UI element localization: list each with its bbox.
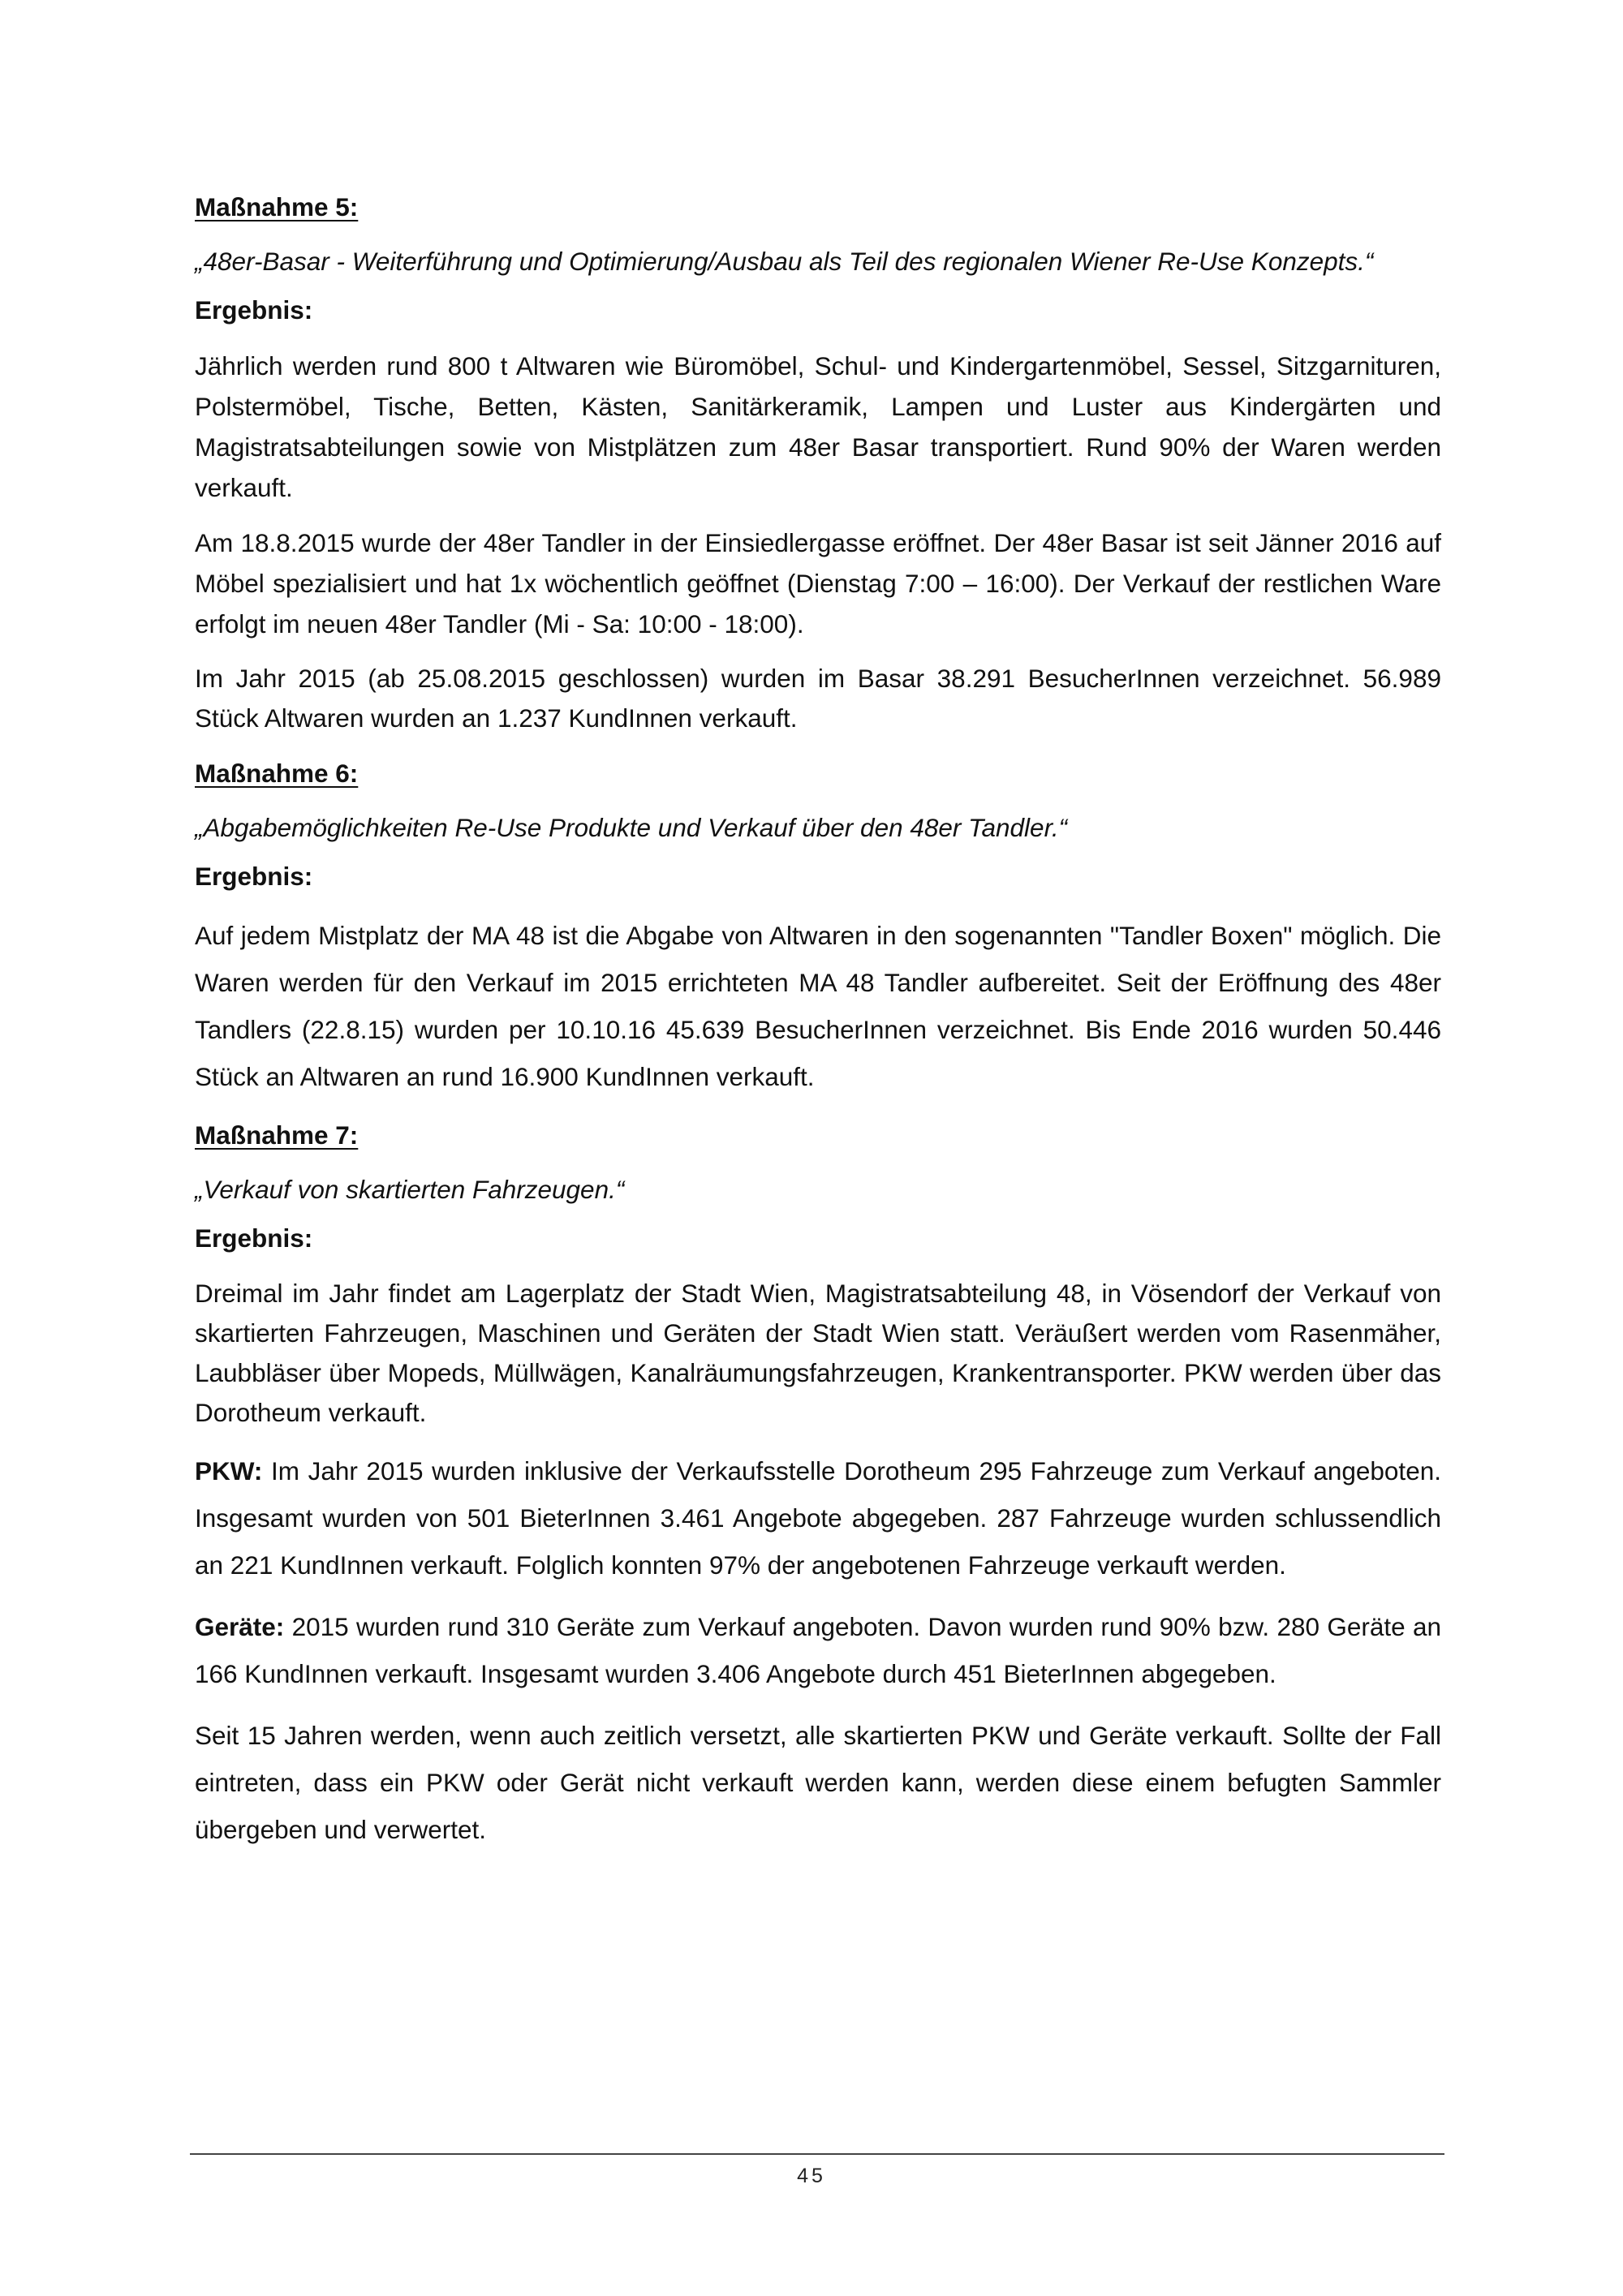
pkw-paragraph: [195, 1447, 1441, 1589]
pkw-label: PKW:: [195, 1456, 263, 1486]
body-paragraph: Auf jedem Mistplatz der MA 48 ist die Abgabe von Altwaren in den sogenannten "Tandler Boxen" möglich. Die Waren werden für den Verkauf im 2015 errichteten MA 48 Tandler aufbereitet. Seit der Eröffnung des 48er Tandlers (22.8.15) wurden per 10.10.16 45.639 BesucherInnen verzeichnet. Bis Ende 2016 wurden 50.446 Stück an Altwaren an rund 16.900 KundInnen verkauft.: [195, 921, 1441, 1091]
geraete-label: Geräte:: [195, 1612, 285, 1641]
geraete-text: 2015 wurden rund 310 Geräte zum Verkauf angeboten. Davon wurden rund 90% bzw. 280 Geräte an 166 KundInnen verkauft. Insgesamt wurden 3.406 Angebote durch 451 BieterInnen abgegeben.: [195, 1612, 1441, 1688]
result-label: Ergebnis:: [195, 862, 313, 891]
closing-paragraph: Seit 15 Jahren werden, wenn auch zeitlich versetzt, alle skartierten PKW und Geräte verkauft. Sollte der Fall eintreten, dass ein PKW oder Gerät nicht verkauft werden kann, werden diese einem befugten Sammler übergeben und verwertet.: [195, 1721, 1441, 1844]
measure-description: „48er-Basar - Weiterführung und Optimierung/Ausbau als Teil des regionalen Wiener Re-Use Konzepts.“: [195, 247, 1374, 276]
pkw-text: Im Jahr 2015 wurden inklusive der Verkaufsstelle Dorotheum 295 Fahrzeuge zum Verkauf angeboten. Insgesamt wurden von 501 BieterInnen 3.461 Angebote abgegeben. 287 Fahrzeuge wurden schlussendlich an 221 KundInnen verkauft. Folglich konnten 97% der angebotenen Fahrzeuge verkauft werden.: [195, 1456, 1441, 1580]
measure-description: „Verkauf von skartierten Fahrzeugen.“: [195, 1175, 625, 1204]
body-paragraph: Jährlich werden rund 800 t Altwaren wie Büromöbel, Schul- und Kindergartenmöbel, Sessel, Sitzgarnituren, Polstermöbel, Tische, Betten, Kästen, Sanitärkeramik, Lampen und Luster aus Kindergärten und Magistratsabteilungen sowie von Mistplätzen zum 48er Basar transportiert. Rund 90% der Waren werden verkauft.: [195, 351, 1441, 502]
result-label: Ergebnis:: [195, 295, 313, 325]
section-massnahme-6: [195, 753, 1441, 1100]
section-heading: Maßnahme 6:: [195, 759, 359, 788]
section-heading: Maßnahme 5:: [195, 192, 359, 221]
document-body: [195, 187, 1441, 1868]
body-paragraph: Dreimal im Jahr findet am Lagerplatz der Stadt Wien, Magistratsabteilung 48, in Vösendorf der Verkauf von skartierten Fahrzeugen, Maschinen und Geräten der Stadt Wien statt. Veräußert werden vom Rasenmäher, Laubbläser über Mopeds, Müllwägen, Kanalräumungsfahrzeugen, Krankentransporter. PKW werden über das Dorotheum verkauft.: [195, 1279, 1441, 1427]
measure-description: „Abgabemöglichkeiten Re-Use Produkte und Verkauf über den 48er Tandler.“: [195, 813, 1068, 842]
footer-divider: [190, 2153, 1444, 2155]
page-number: 45: [797, 2165, 826, 2187]
body-paragraph: Am 18.8.2015 wurde der 48er Tandler in der Einsiedlergasse eröffnet. Der 48er Basar ist seit Jänner 2016 auf Möbel spezialisiert und hat 1x wöchentlich geöffnet (Dienstag 7:00 – 16:00). Der Verkauf der restlichen Ware erfolgt im neuen 48er Tandler (Mi - Sa: 10:00 - 18:00).: [195, 528, 1441, 638]
section-massnahme-7: [195, 1115, 1441, 1853]
result-label: Ergebnis:: [195, 1223, 313, 1253]
geraete-paragraph: [195, 1603, 1441, 1697]
section-massnahme-5: [195, 187, 1441, 738]
body-paragraph: Im Jahr 2015 (ab 25.08.2015 geschlossen) wurden im Basar 38.291 BesucherInnen verzeichnet. 56.989 Stück Altwaren wurden an 1.237 KundInnen verkauft.: [195, 664, 1441, 733]
section-heading: Maßnahme 7:: [195, 1120, 359, 1150]
